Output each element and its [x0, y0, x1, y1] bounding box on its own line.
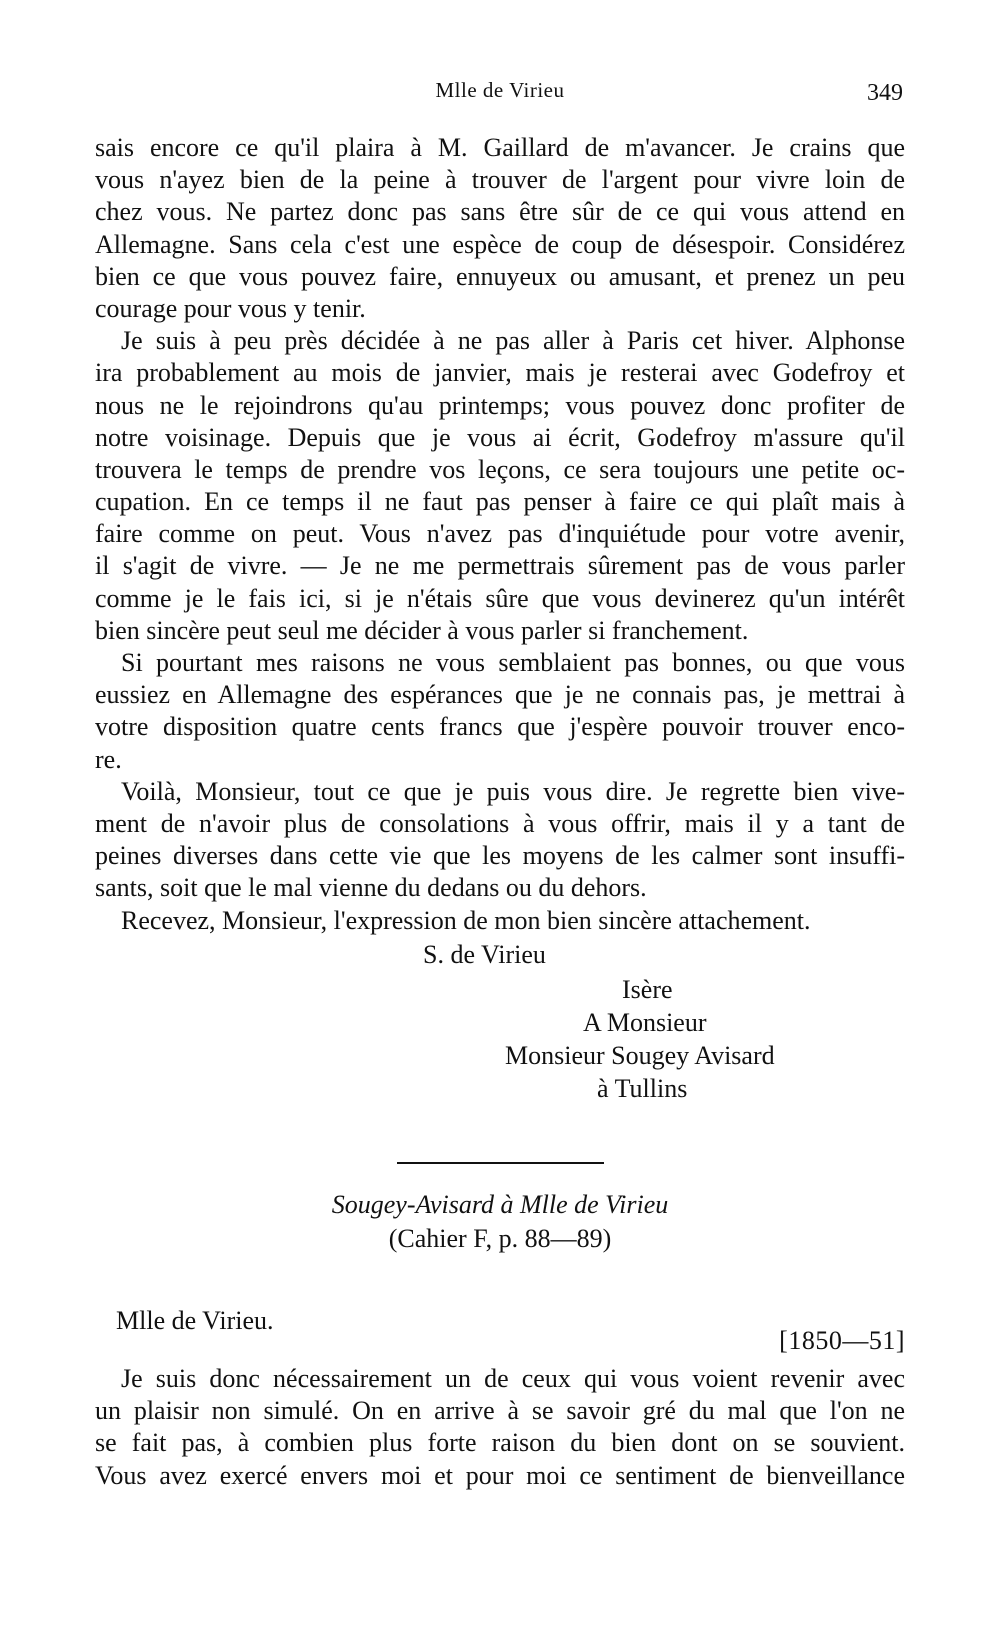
text-line: comme je le fais ici, si je n'étais sûre que vous devinerez qu'un intérêt — [95, 583, 905, 613]
text-line: bien ce que vous pouvez faire, ennuyeux ou amusant, et prenez un peu — [95, 261, 905, 291]
text-line: re. — [95, 744, 122, 774]
address-place: à Tullins — [597, 1074, 688, 1103]
letter-opening: Mlle de Virieu. — [116, 1306, 274, 1335]
text-line: un plaisir non simulé. On en arrive à se savoir gré du mal que l'on ne — [95, 1396, 905, 1426]
text-line: Vous avez exercé envers moi et pour moi ce sentiment de bienveillance — [95, 1460, 905, 1490]
letter-source: (Cahier F, p. 88—89) — [388, 1224, 612, 1253]
letter-heading: Sougey-Avisard à Mlle de Virieu — [331, 1190, 669, 1219]
address-salutation: A Monsieur — [583, 1008, 707, 1037]
section-divider — [397, 1162, 604, 1164]
address-recipient: Monsieur Sougey Avisard — [505, 1041, 775, 1070]
paragraph-start-line: Je suis à peu près décidée à ne pas aller à Paris cet hiver. Alphonse — [121, 326, 905, 356]
text-line: nous ne le rejoindrons qu'au printemps; vous pouvez donc profiter de — [95, 390, 905, 420]
paragraph-start-line: Si pourtant mes raisons ne vous semblaient pas bonnes, ou que vous — [121, 648, 905, 677]
text-line: ira probablement au mois de janvier, mais je resterai avec Godefroy et — [95, 358, 905, 388]
text-line: votre disposition quatre cents francs que j'espère pouvoir trouver enco- — [95, 712, 905, 742]
text-line: faire comme on peut. Vous n'avez pas d'inquiétude pour votre avenir, — [95, 519, 905, 549]
text-line: peines diverses dans cette vie que les moyens de les calmer sont insuffi- — [95, 841, 905, 871]
text-line: eussiez en Allemagne des espérances que je ne connais pas, je mettrai à — [95, 680, 905, 710]
page-number: 349 — [867, 80, 903, 106]
text-line: il s'agit de vivre. — Je ne me permettrais sûrement pas de vous parler — [95, 551, 905, 581]
text-line: courage pour vous y tenir. — [95, 293, 366, 323]
closing-line: Recevez, Monsieur, l'expression de mon bien sincère attachement. — [121, 905, 811, 935]
text-line: bien sincère peut seul me décider à vous parler si franchement. — [95, 615, 749, 645]
paragraph-start-line: Je suis donc nécessairement un de ceux qui vous voient revenir avec — [121, 1364, 905, 1393]
letter-date: [1850—51] — [779, 1326, 905, 1355]
text-line: notre voisinage. Depuis que je vous ai écrit, Godefroy m'assure qu'il — [95, 422, 905, 452]
text-line: ment de n'avoir plus de consolations à vous offrir, mais il y a tant de — [95, 808, 905, 838]
text-line: se fait pas, à combien plus forte raison du bien dont on se souvient. — [95, 1428, 905, 1458]
text-line: vous n'ayez bien de la peine à trouver de l'argent pour vivre loin de — [95, 165, 905, 195]
letter-body — [95, 132, 905, 937]
running-head — [95, 78, 905, 108]
text-line: sais encore ce qu'il plaira à M. Gaillard de m'avancer. Je crains que — [95, 133, 905, 162]
letter-body-2 — [95, 1363, 905, 1492]
paragraph-start-line: Voilà, Monsieur, tout ce que je puis vous dire. Je regrette bien vive- — [121, 776, 905, 806]
text-line: chez vous. Ne partez donc pas sans être sûr de ce qui vous attend en — [95, 197, 905, 227]
text-line: Allemagne. Sans cela c'est une espèce de coup de désespoir. Considérez — [95, 229, 905, 259]
running-title: Mlle de Virieu — [435, 78, 565, 102]
text-line: sants, soit que le mal vienne du dedans ou du dehors. — [95, 873, 647, 903]
text-line: trouvera le temps de prendre vos leçons, ce sera toujours une petite oc- — [95, 454, 905, 484]
text-line: cupation. En ce temps il ne faut pas penser à faire ce qui plaît mais à — [95, 487, 905, 517]
address-department: Isère — [622, 975, 673, 1004]
signature: S. de Virieu — [423, 940, 546, 969]
